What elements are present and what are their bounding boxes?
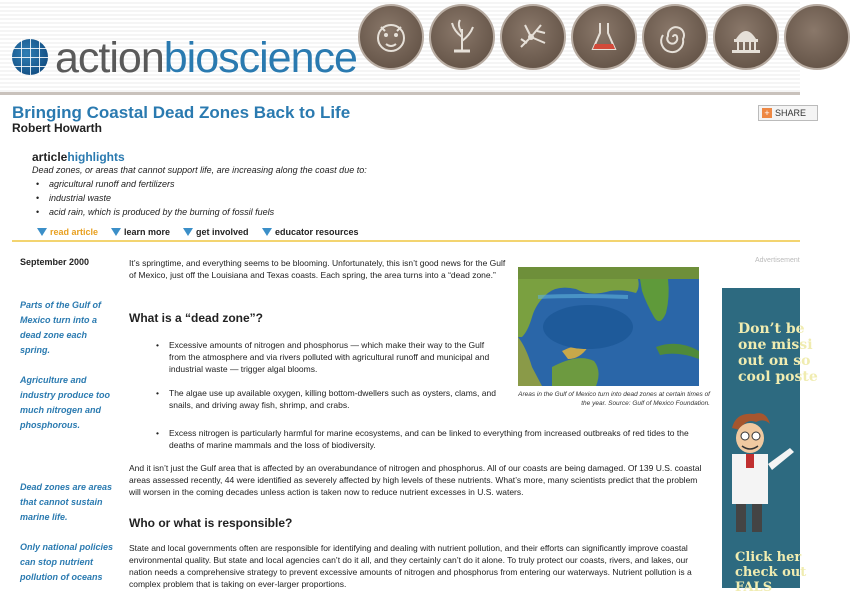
highlights-title xyxy=(32,150,532,164)
tab-get-involved[interactable] xyxy=(183,227,249,237)
body-paragraph: And it isn’t just the Gulf area that is affected by an overabundance of nitrogen and phosphorus. All of our coasts are being damaged. Of 139 U.S. coastal areas assessed recently, 44 were identified as severely affected by high levels of these nutrients. What’s more, many scientists predict that the problem will worsen in the coming decades unless action is taken now to reduce nutrient excesses in U.S. waters. xyxy=(129,463,702,497)
site-header xyxy=(0,0,800,95)
article-date: September 2000 xyxy=(20,257,90,267)
capitol-icon[interactable] xyxy=(713,4,779,70)
ad-label: Advertisement xyxy=(755,257,800,264)
share-plus-icon: + xyxy=(762,108,772,118)
triangle-down-icon xyxy=(262,228,272,236)
tab-learn-more[interactable] xyxy=(111,227,170,237)
highlights-intro: Dead zones, or areas that cannot support life, are increasing along the coast due to: xyxy=(32,165,367,175)
intro-paragraph: It’s springtime, and everything seems to be blooming. Unfortunately, this isn’t good news for the Gulf of Mexico, just off the Louisiana and Texas coasts. Each spring, the area turns into a “dead zone.” xyxy=(129,258,506,280)
hands-icon[interactable] xyxy=(784,4,850,70)
tabs-divider xyxy=(12,240,800,242)
ad-top-text: Don’t be one missi out on so cool poste xyxy=(738,321,818,385)
share-button[interactable] xyxy=(758,105,818,121)
tab-label: get involved xyxy=(196,227,249,237)
pull-quote: Only national policies can stop nutrient pollution of oceans xyxy=(20,542,114,582)
map-caption: Areas in the Gulf of Mexico turn into dead zones at certain times of the year. Source: Gulf of Mexico Foundation. xyxy=(518,391,710,407)
list-item: • agricultural runoff and fertilizers xyxy=(32,179,532,193)
article-highlights xyxy=(32,150,532,221)
list-item: • The algae use up available oxygen, killing bottom-dwellers such as oysters, clams, and snails, and driving away fish, shrimp, and crabs. xyxy=(156,387,501,411)
pull-quote: Dead zones are areas that cannot sustain marine life. xyxy=(20,482,113,522)
highlights-title-a: article xyxy=(32,150,68,164)
section-heading: Who or what is responsible? xyxy=(129,516,293,530)
list-item: • Excessive amounts of nitrogen and phosphorus — which make their way to the Gulf from the atmosphere and via rivers polluted with agricultural runoff and municipal and industrial waste — trigger algal blooms. xyxy=(156,339,501,375)
flask-icon[interactable] xyxy=(571,4,637,70)
site-logo[interactable] xyxy=(55,35,357,81)
scientist-cartoon-icon xyxy=(726,408,800,538)
list-item: • acid rain, which is produced by the burning of fossil fuels xyxy=(32,207,532,221)
neuron-icon[interactable] xyxy=(500,4,566,70)
tab-label: educator resources xyxy=(275,227,359,237)
plant-icon[interactable] xyxy=(429,4,495,70)
gulf-of-mexico-map[interactable] xyxy=(518,267,699,386)
pull-quote: Parts of the Gulf of Mexico turn into a dead zone each spring. xyxy=(20,300,101,355)
share-label: SHARE xyxy=(775,108,807,118)
triangle-down-icon xyxy=(183,228,193,236)
logo-text-action: action xyxy=(55,34,164,82)
header-divider xyxy=(0,92,800,95)
logo-text-bioscience: bioscience xyxy=(163,34,357,82)
highlights-list xyxy=(32,179,532,221)
tiger-icon[interactable] xyxy=(358,4,424,70)
section-heading: What is a “dead zone”? xyxy=(129,311,264,325)
highlights-title-b: highlights xyxy=(67,150,125,164)
triangle-down-icon xyxy=(111,228,121,236)
pull-quote: Agriculture and industry produce too much nitrogen and phosphorous. xyxy=(20,375,110,430)
tab-label: read article xyxy=(50,227,99,237)
tab-label: learn more xyxy=(124,227,171,237)
tab-educator-resources[interactable] xyxy=(262,227,359,237)
article-title: Bringing Coastal Dead Zones Back to Life xyxy=(12,103,351,122)
globe-logo-icon[interactable] xyxy=(12,39,48,75)
tab-read-article[interactable] xyxy=(37,227,98,237)
shell-icon[interactable] xyxy=(642,4,708,70)
list-item: • industrial waste xyxy=(32,193,532,207)
list-item: • Excess nitrogen is particularly harmful for marine ecosystems, and can be linked to everything from increased outbreaks of red tides to the deaths of marine mammals and the loss of biodiversity. xyxy=(156,427,701,451)
body-paragraph: State and local governments often are responsible for identifying and dealing with nutrient pollution, and their efforts can significantly improve coastal environmental quality. But state and local agencies can’t do it all, and they certainly can’t do it alone. To truly protect our coasts, rivers, and lakes, our nation needs a comprehensive strategy to prevent excessive amounts of nitrogen and phosphorus from entering our waterways. Nutrient pollution is a complex problem that is taking on ever-larger proportions. xyxy=(129,543,692,589)
ad-bottom-text: Click her check out FALS xyxy=(735,550,807,595)
triangle-down-icon xyxy=(37,228,47,236)
article-author: Robert Howarth xyxy=(12,121,102,135)
